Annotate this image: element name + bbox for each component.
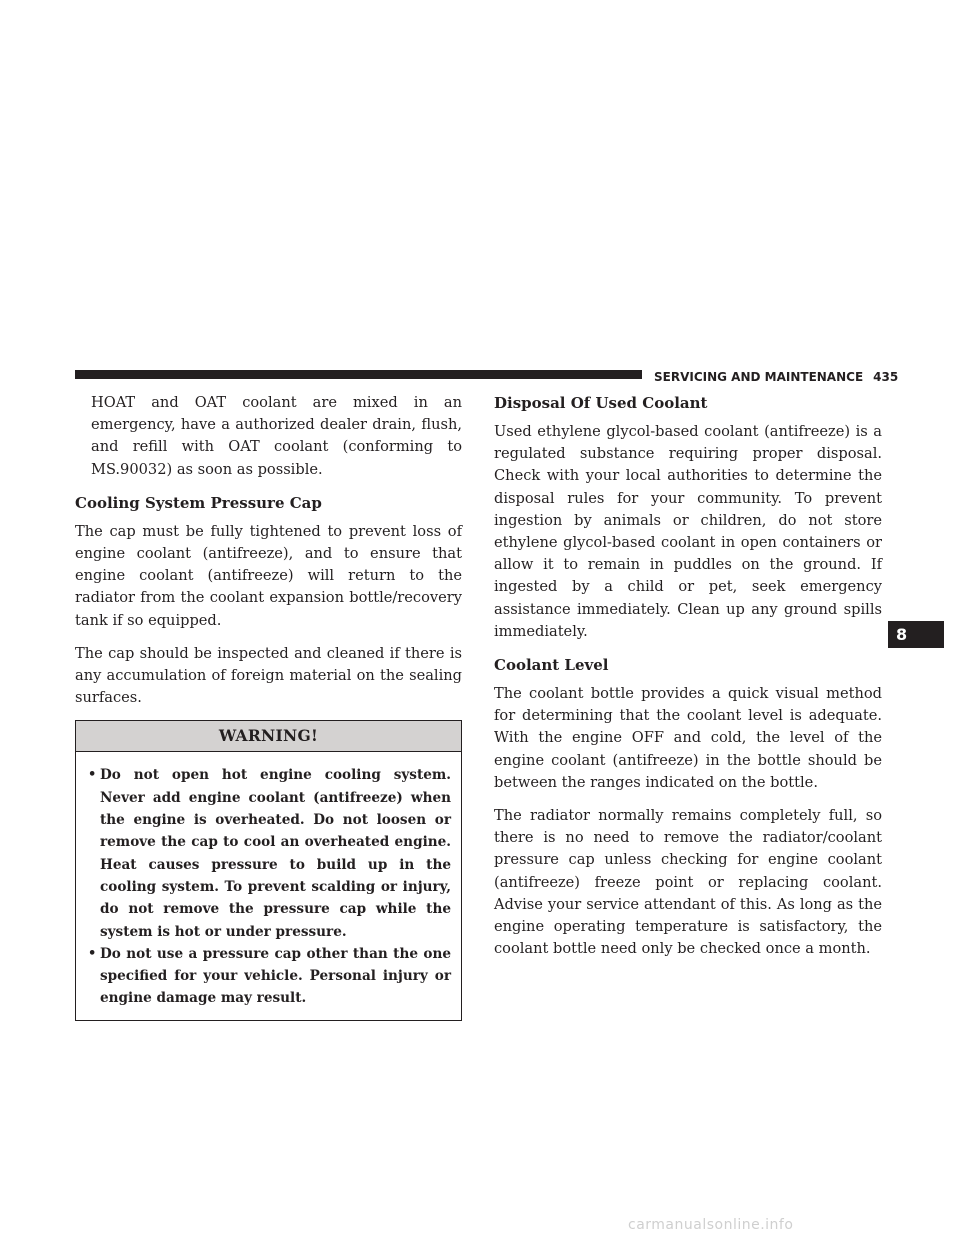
heading-pressure-cap: Cooling System Pressure Cap — [75, 493, 322, 512]
paragraph: The cap should be inspected and cleaned if there is any accumulation of foreign material on the sealing surfaces. — [75, 644, 462, 707]
paragraph: The coolant bottle provides a quick visual method for determining that the coolant level is adequate. With the engine OFF and cold, the level of the engine coolant (antifreeze) in the bottle should be between the ranges indicated on the bottle. — [494, 685, 882, 791]
heading-disposal: Disposal Of Used Coolant — [494, 394, 708, 412]
warning-box — [75, 720, 462, 1020]
watermark: carmanualsonline.info — [628, 1217, 794, 1233]
running-header — [654, 369, 899, 385]
intro-paragraph: HOAT and OAT coolant are mixed in an emergency, have a authorized dealer drain, flush, and refill with OAT coolant (conforming to MS.90032) as soon as possible. — [91, 394, 462, 478]
right-column — [494, 392, 882, 971]
warning-item-text: Do not use a pressure cap other than the one specified for your vehicle. Personal injury or engine damage may result. — [100, 945, 451, 1007]
left-column — [75, 392, 462, 1021]
warning-item — [88, 943, 451, 1010]
paragraph: Used ethylene glycol-based coolant (antifreeze) is a regulated substance requiring proper disposal. Check with your local authorities to determine the disposal rules for your community. To prevent ingestion by animals or children, do not store ethylene glycol-based coolant in open containers or allow it to remain in puddles on the ground. If ingested by a child or pet, seek emergency assistance immediately. Clean up any ground spills immediately. — [494, 423, 882, 640]
warning-item — [88, 764, 451, 942]
chapter-tab: 8 — [888, 621, 944, 648]
section-title: SERVICING AND MAINTENANCE — [654, 370, 864, 384]
paragraph: The cap must be fully tightened to prevent loss of engine coolant (antifreeze), and to ensure that engine coolant (antifreeze) will return to the radiator from the coolant expansion bottle/recovery tank if so equipped. — [75, 522, 462, 629]
warning-list — [88, 764, 451, 1009]
warning-item-text: Do not open hot engine cooling system. Never add engine coolant (antifreeze) when the engine is overheated. Do not loosen or remove the cap to cool an overheated engine. Heat causes pressure to build up in the cooling system. To prevent scalding or injury, do not remove the pressure cap while the system is hot or under pressure. — [100, 767, 451, 940]
heading-coolant-level: Coolant Level — [494, 656, 609, 675]
warning-title: WARNING! — [76, 721, 461, 752]
paragraph: The radiator normally remains completely full, so there is no need to remove the radiator/coolant pressure cap unless checking for engine coolant (antifreeze) freeze point or replacing coolant. Advise your service attendant of this. As long as the engine operating temperature is satisfactory, the coolant bottle need only be checked once a month. — [494, 807, 882, 958]
header-rule — [75, 370, 642, 379]
page-number: 435 — [873, 370, 899, 384]
bullet-icon: • — [88, 945, 97, 961]
bullet-icon: • — [88, 767, 97, 783]
